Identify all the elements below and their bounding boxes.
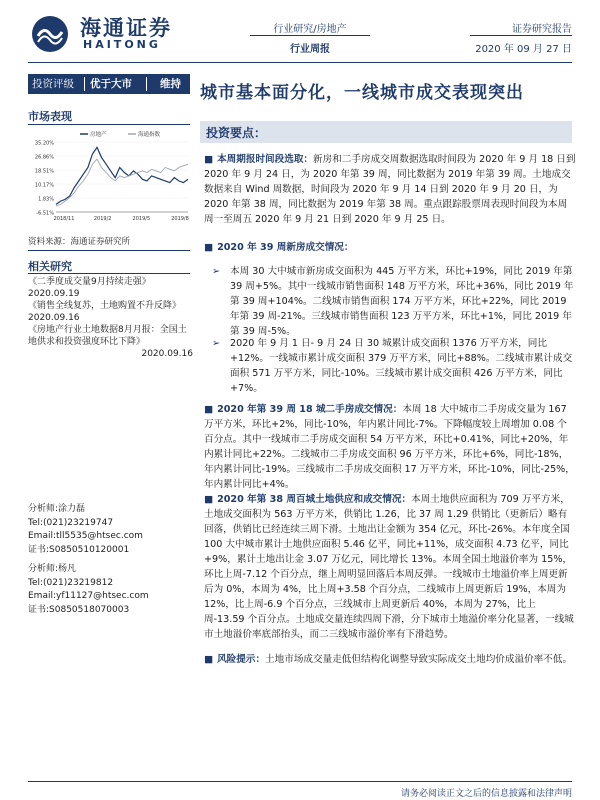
report-type: 行业周报 — [290, 44, 330, 55]
related-item-date: 2020.09.16 — [28, 313, 80, 323]
x-tick-label: 2019/5 — [132, 216, 151, 222]
arrow-icon: ➢ — [212, 266, 221, 277]
related-item-date: 2020.09.16 — [141, 349, 193, 359]
analyst-name: 分析师:涂力磊 — [28, 504, 86, 514]
logo-english-name: HAITONG — [83, 38, 161, 51]
paragraph-second-hand — [204, 402, 576, 492]
y-tick-label: -6.51% — [36, 210, 54, 217]
x-tick-label: 2019/2 — [93, 216, 112, 222]
market-section-rule — [28, 124, 190, 125]
paragraph-risk — [204, 652, 576, 667]
bullet-icon: ■ — [204, 404, 214, 415]
logo-chinese-name: 海通证券 — [80, 15, 172, 40]
paragraph-heading: 2020 年第 39 周 18 城二手房成交情况： — [217, 404, 403, 415]
paragraph-land — [204, 492, 576, 642]
key-points-title: 投资要点： — [206, 126, 267, 140]
paragraph-body: 2020 年 9 月 1 日- 9 月 24 日 30 城累计成交面积 1376 万平方米，同比+12%。一线城市累计成交面积 379 万平方米，同比+88%。二线城市累计成交面积 571 万平方米，同比-10%。三线城市累计成交面积 426 万平方米，同比+7%。 — [230, 338, 573, 394]
brand-label: 证券研究报告 — [512, 24, 572, 35]
y-tick-label: 18.51% — [34, 168, 54, 175]
analyst-name: 分析师:杨凡 — [28, 564, 77, 574]
header-divider — [250, 35, 370, 36]
paragraph-heading: 2020 年 39 周新房成交情况： — [217, 242, 354, 253]
y-tick-label: 26.86% — [34, 154, 54, 161]
rating-separator — [146, 77, 147, 91]
paragraph-heading: 风险提示： — [217, 654, 266, 665]
rating-value: 优于大市 — [90, 78, 132, 90]
rating-label: 投资评级 — [32, 78, 74, 90]
paragraph-period — [204, 152, 576, 227]
rating-separator — [84, 77, 85, 91]
rating-status: 维持 — [160, 78, 181, 90]
analyst-tel: Tel:(021)23219812 — [28, 577, 114, 588]
source-rule — [28, 250, 190, 251]
paragraph-body: 本周 18 大中城市二手房成交量为 167 万平方米，环比+2%，同比-10%，年内累计同比-7%。下降幅度较上周增加 0.08 个百分点。其中一线城市二手房成交面积 54 万平方米，环比+0.41%，同比+20%，年内累计同比+22%。二线城市二手房成交面积 96 万平方米，环比+6%，同比-18%，年内累计同比-19%。三线城市二手房成交面积 17 万平方米，环比-10%，同比-25%，年内累计同比+4%。 — [204, 404, 575, 490]
x-tick-label: 2019/8 — [171, 216, 189, 222]
related-item-title[interactable]: 《房地产行业土地数据8月月报：全国土地供求和投资强度环比下降》 — [28, 325, 187, 347]
y-tick-label: 10.17% — [34, 182, 54, 189]
y-tick-label: 35.20% — [34, 140, 54, 147]
analyst-block — [28, 503, 193, 617]
report-category: 行业研究/房地产 — [273, 24, 347, 35]
sub-paragraph-cumulative — [212, 336, 576, 396]
page-title: 城市基本面分化，一线城市成交表现突出 — [200, 83, 524, 103]
paragraph-body: 土地市场成交量走低但结构化调整导致实际成交土地均价成溢价率不低。 — [265, 654, 573, 665]
header-rule — [28, 62, 572, 63]
legend-label: 海通指数 — [138, 132, 161, 138]
analyst-tel: Tel:(021)23219747 — [28, 517, 114, 528]
analyst-cert: 证书:S0850518070003 — [28, 604, 130, 615]
footer-disclaimer: 请务必阅读正文之后的信息披露和法律声明 — [400, 789, 572, 799]
sub-paragraph-weekly — [212, 264, 576, 339]
market-section-title: 市场表现 — [28, 110, 72, 123]
haitong-logo-icon — [30, 14, 70, 54]
related-item-date: 2020.09.19 — [28, 289, 80, 299]
y-tick-label: 1.83% — [38, 196, 54, 203]
paragraph-body: 本周 30 大中城市新房成交面积为 445 万平方米，环比+19%，同比 2019 年第 39 周+5%。其中一线城市销售面积 148 万平方米，环比+36%，同比 2019 年第 39 周+104%。二线城市销售面积 174 万平方米，环比+22%，同比 2019 年第 39 周-21%。三线城市销售面积 123 万平方米，环比+1%，同比 2019 年第 39 周-5%。 — [230, 266, 574, 337]
header-divider-right — [470, 35, 572, 36]
arrow-icon: ➢ — [212, 338, 221, 349]
paragraph-body: 新房和二手房成交周数据选取时间段为 2020 年 9 月 18 日到 2020 年 9 月 24 日，为 2020 年第 39 周，同比数据为 2019 年第 39 周。土地成交数据来自 Wind 周数据，时间段为 2020 年 9 月 14 日到 2020 年 9 月 20 日，为 2020 年第 38 周，同比数据为 2019 年第 38 周。重点跟踪股票周表现时间段为本周周一至周五 2020 年 9 月 21 日到 2020 年 9 月 25 日。 — [204, 154, 576, 225]
paragraph-heading: 2020 年第 38 周百城土地供应和成交情况： — [217, 494, 412, 505]
chart-source: 资料来源：海通证券研究所 — [28, 237, 131, 247]
analyst-email[interactable]: Email:tll5535@htsec.com — [28, 531, 143, 541]
legend-label: 房地产 — [90, 132, 107, 138]
x-tick-label: 2018/11 — [53, 216, 75, 222]
analyst-email[interactable]: Email:yf11127@htsec.com — [28, 591, 149, 601]
analyst-cert: 证书:S0850510120001 — [28, 544, 130, 555]
footer-rule — [28, 781, 572, 782]
bullet-icon: ■ — [204, 242, 214, 253]
related-list — [28, 276, 193, 360]
paragraph-new-home — [204, 240, 576, 255]
report-date: 2020 年 09 月 27 日 — [475, 44, 572, 55]
related-item-title[interactable]: 《销售全线复苏，土地购置不升反降》 — [28, 301, 182, 311]
market-performance-chart — [28, 128, 193, 228]
related-item-title[interactable]: 《二季度成交量9月持续走强》 — [28, 277, 151, 287]
bullet-icon: ■ — [204, 494, 214, 505]
investment-rating — [28, 74, 190, 94]
paragraph-heading: 本周期报时间段选取： — [217, 154, 314, 165]
bullet-icon: ■ — [204, 654, 214, 665]
bullet-icon: ■ — [204, 154, 214, 165]
paragraph-body: 本周土地供应面积为 709 万平方米，土地成交面积为 563 万平方米，供销比 1.26，比 37 周 1.29 供销比（更新后）略有回落，供销比已经连续三周下滑。土地出让金额为 354 亿元，环比-26%。本年度全国 100 大中城市累计土地供应面积 5.46 亿平，同比+11%，成交面积 4.73 亿平，同比+9%，累计土地出让金 3.07 万亿元，同比增长 13%。本周全国土地溢价率为 15%，环比上周-7.12 个百分点，继上周明显回落后本周反弹。一线城市土地溢价率上周更新后为 0%，本周为 4%，比上周+3.58 个百分点，二线城市上周更新后 19%，本周为 12%，比上周-6.9 个百分点，三线城市上周更新后 40%，本周为 27%，比上周-13.59 个百分点。土地成交量连续四周下滑，分下城市土地溢价率分化显著，一线城市土地溢价率底部抬头，而二三线城市溢价率有下滑趋势。 — [204, 494, 574, 640]
related-section-title: 相关研究 — [28, 260, 72, 273]
related-section-rule — [28, 273, 190, 274]
